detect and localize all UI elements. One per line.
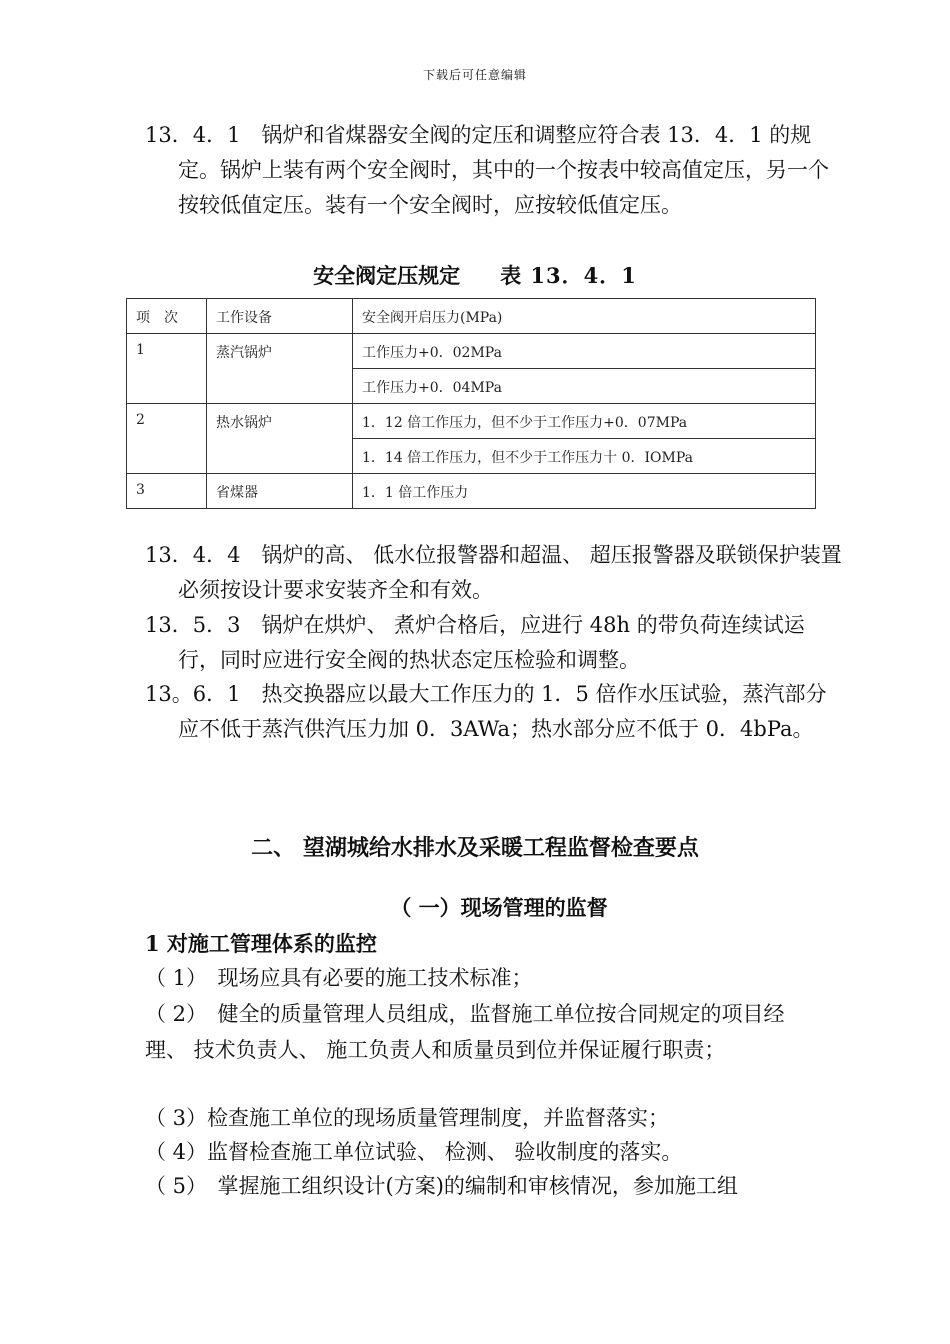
table-header-row [127,299,816,334]
cell-device: 热水锅炉 [207,404,353,474]
clause-13-5-3: 13．5．3 锅炉在烘炉、 煮炉合格后，应进行 48h 的带负荷连续试运行，同时应进行安全阀的热状态定压检验和调整。 [145,613,805,672]
cell-pressure: 1．14 倍工作压力，但不少于工作压力十 0．IOMPa [353,439,816,474]
cell-device: 省煤器 [207,474,353,509]
clause-13-4-1: 13．4．1 锅炉和省煤器安全阀的定压和调整应符合表 13．4．1 的规定。锅炉上装有两个安全阀时，其中的一个按表中较高值定压，另一个按较低值定压。装有一个安全阀时，应按较低值定压。 [145,123,829,217]
safety-valve-table [126,298,816,509]
page-header: 下载后可任意编辑 [422,68,527,82]
section-subheading: （ 一）现场管理的监督 [390,895,608,920]
cell-no: 2 [127,404,207,474]
list-item: （ 1） 现场应具有必要的施工技术标准； [145,966,533,990]
list-item: （ 4）监督检查施工单位试验、 检测、 验收制度的落实。 [145,1140,683,1164]
header-cell-pressure: 安全阀开启压力(MPa) [353,299,816,334]
clause-13-4-4: 13．4．4 锅炉的高、 低水位报警器和超温、 超压报警器及联锁保护装置必须按设计要求安装齐全和有效。 [145,543,842,602]
table-title-block [0,258,950,293]
list-item: （ 3）检查施工单位的现场质量管理制度，并监督落实； [145,1106,670,1130]
list-item: （ 5） 掌握施工组织设计(方案)的编制和审核情况，参加施工组 [145,1174,738,1198]
cell-pressure: 1．12 倍工作压力，但不少于工作压力+0．07MPa [353,404,816,439]
table-title: 安全阀定压规定 [313,263,461,288]
header-cell-device: 工作设备 [207,299,353,334]
table-row [127,334,816,369]
table-row [127,404,816,439]
clause-13-6-1: 13。6．1 热交换器应以最大工作压力的 1．5 倍作水压试验，蒸汽部分应不低于蒸汽供汽压力加 0．3AWa；热水部分应不低于 0．4bPa。 [145,682,827,741]
cell-no: 3 [127,474,207,509]
table-number: 表 13．4．1 [500,263,637,288]
cell-device: 蒸汽锅炉 [207,334,353,404]
cell-pressure: 1．1 倍工作压力 [353,474,816,509]
cell-pressure: 工作压力+0．04MPa [353,369,816,404]
table-row [127,474,816,509]
subsection-heading: 1 对施工管理体系的监控 [145,931,377,956]
cell-pressure: 工作压力+0．02MPa [353,334,816,369]
cell-no: 1 [127,334,207,404]
list-item: （ 2） 健全的质量管理人员组成，监督施工单位按合同规定的项目经理、 技术负责人、 施工负责人和质量员到位并保证履行职责； [145,1002,785,1062]
header-cell-no: 项 次 [127,299,207,334]
section-heading: 二、 望湖城给水排水及采暖工程监督检查要点 [251,835,699,861]
